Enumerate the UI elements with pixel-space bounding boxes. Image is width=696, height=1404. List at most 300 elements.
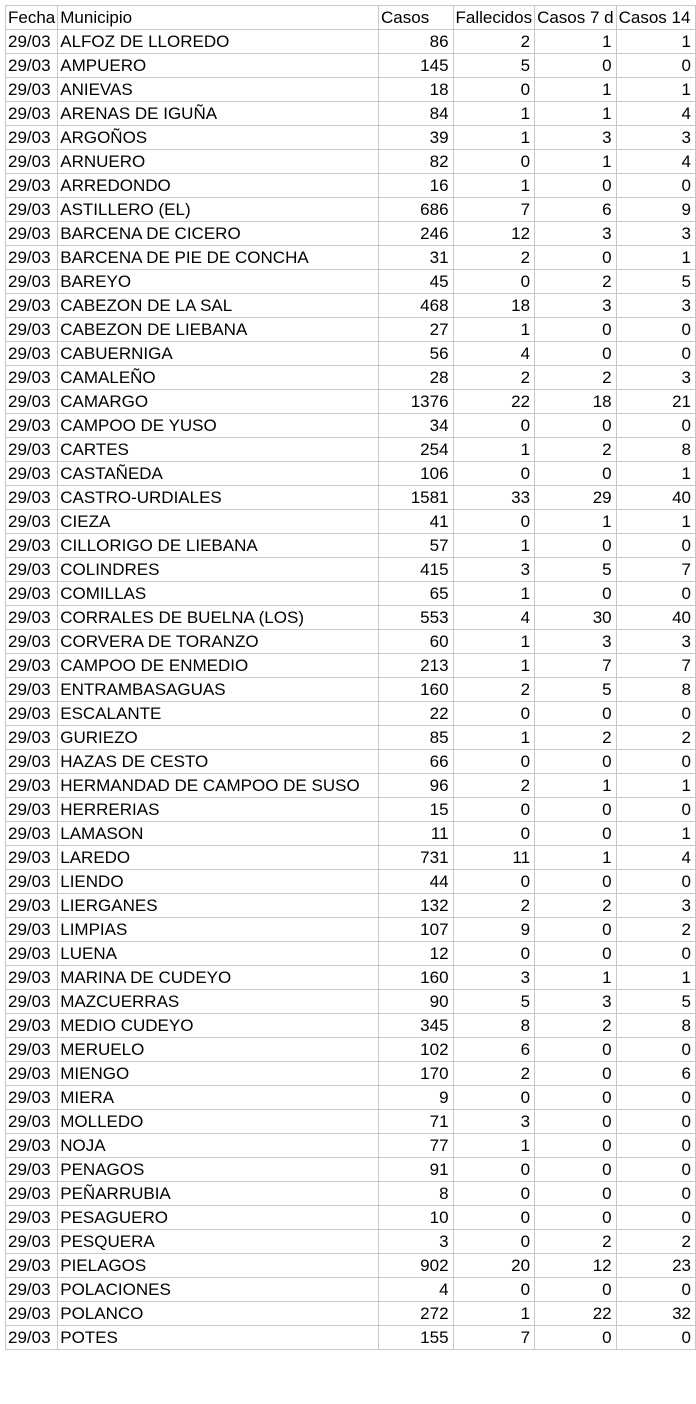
cell-fallecidos[interactable]: 3 [453,966,535,990]
cell-casos-7d[interactable]: 2 [535,726,617,750]
cell-municipio[interactable]: BARCENA DE CICERO [58,222,379,246]
cell-fallecidos[interactable]: 5 [453,990,535,1014]
cell-casos-7d[interactable]: 0 [535,822,617,846]
cell-municipio[interactable]: CILLORIGO DE LIEBANA [58,534,379,558]
cell-casos[interactable]: 1376 [379,390,454,414]
cell-casos-7d[interactable]: 0 [535,1278,617,1302]
cell-casos-14d[interactable]: 1 [616,510,695,534]
cell-municipio[interactable]: MARINA DE CUDEYO [58,966,379,990]
cell-casos-14d[interactable]: 0 [616,1182,695,1206]
cell-municipio[interactable]: COMILLAS [58,582,379,606]
cell-municipio[interactable]: ESCALANTE [58,702,379,726]
header-municipio[interactable]: Municipio [58,6,379,30]
cell-casos-7d[interactable]: 3 [535,294,617,318]
cell-casos[interactable]: 3 [379,1230,454,1254]
cell-fecha[interactable]: 29/03 [6,894,58,918]
cell-fecha[interactable]: 29/03 [6,774,58,798]
cell-casos-14d[interactable]: 5 [616,990,695,1014]
cell-municipio[interactable]: HERMANDAD DE CAMPOO DE SUSO [58,774,379,798]
cell-casos[interactable]: 731 [379,846,454,870]
cell-casos[interactable]: 145 [379,54,454,78]
cell-municipio[interactable]: BARCENA DE PIE DE CONCHA [58,246,379,270]
cell-fallecidos[interactable]: 0 [453,870,535,894]
cell-casos-14d[interactable]: 0 [616,702,695,726]
cell-fecha[interactable]: 29/03 [6,438,58,462]
cell-fecha[interactable]: 29/03 [6,1254,58,1278]
cell-casos[interactable]: 66 [379,750,454,774]
cell-municipio[interactable]: ARREDONDO [58,174,379,198]
cell-fecha[interactable]: 29/03 [6,942,58,966]
cell-fallecidos[interactable]: 7 [453,1326,535,1350]
cell-casos-14d[interactable]: 23 [616,1254,695,1278]
cell-casos[interactable]: 246 [379,222,454,246]
header-casos-7d[interactable]: Casos 7 d [535,6,617,30]
cell-municipio[interactable]: CABEZON DE LA SAL [58,294,379,318]
cell-fallecidos[interactable]: 3 [453,558,535,582]
cell-fallecidos[interactable]: 4 [453,342,535,366]
cell-municipio[interactable]: COLINDRES [58,558,379,582]
cell-casos[interactable]: 71 [379,1110,454,1134]
cell-casos-14d[interactable]: 0 [616,1206,695,1230]
cell-casos-14d[interactable]: 9 [616,198,695,222]
cell-fecha[interactable]: 29/03 [6,654,58,678]
cell-casos[interactable]: 170 [379,1062,454,1086]
cell-casos-14d[interactable]: 0 [616,1134,695,1158]
cell-municipio[interactable]: CASTAÑEDA [58,462,379,486]
cell-fallecidos[interactable]: 1 [453,318,535,342]
cell-fallecidos[interactable]: 0 [453,1206,535,1230]
header-casos[interactable]: Casos [379,6,454,30]
cell-casos-14d[interactable]: 0 [616,942,695,966]
cell-casos-7d[interactable]: 0 [535,1182,617,1206]
cell-fecha[interactable]: 29/03 [6,966,58,990]
cell-fecha[interactable]: 29/03 [6,390,58,414]
cell-casos-14d[interactable]: 1 [616,246,695,270]
cell-casos-7d[interactable]: 1 [535,966,617,990]
cell-casos-7d[interactable]: 0 [535,462,617,486]
cell-fallecidos[interactable]: 2 [453,894,535,918]
header-fecha[interactable]: Fecha [6,6,58,30]
cell-fallecidos[interactable]: 33 [453,486,535,510]
cell-casos[interactable]: 60 [379,630,454,654]
cell-casos-14d[interactable]: 4 [616,150,695,174]
cell-casos-7d[interactable]: 0 [535,1110,617,1134]
cell-casos-7d[interactable]: 0 [535,1038,617,1062]
cell-casos-7d[interactable]: 29 [535,486,617,510]
cell-fallecidos[interactable]: 1 [453,1134,535,1158]
cell-casos-14d[interactable]: 0 [616,534,695,558]
cell-municipio[interactable]: CORRALES DE BUELNA (LOS) [58,606,379,630]
cell-fallecidos[interactable]: 1 [453,102,535,126]
cell-fallecidos[interactable]: 0 [453,270,535,294]
cell-fallecidos[interactable]: 0 [453,798,535,822]
cell-casos-7d[interactable]: 1 [535,510,617,534]
cell-casos[interactable]: 82 [379,150,454,174]
cell-fallecidos[interactable]: 7 [453,198,535,222]
cell-casos-7d[interactable]: 22 [535,1302,617,1326]
cell-casos-14d[interactable]: 8 [616,678,695,702]
cell-casos[interactable]: 155 [379,1326,454,1350]
cell-casos-14d[interactable]: 3 [616,126,695,150]
cell-casos-7d[interactable]: 0 [535,342,617,366]
cell-casos-14d[interactable]: 0 [616,798,695,822]
cell-municipio[interactable]: ALFOZ DE LLOREDO [58,30,379,54]
cell-casos[interactable]: 468 [379,294,454,318]
cell-casos[interactable]: 16 [379,174,454,198]
cell-casos[interactable]: 1581 [379,486,454,510]
cell-municipio[interactable]: ENTRAMBASAGUAS [58,678,379,702]
cell-casos-7d[interactable]: 3 [535,630,617,654]
cell-casos-14d[interactable]: 7 [616,654,695,678]
cell-casos-7d[interactable]: 0 [535,1326,617,1350]
cell-casos[interactable]: 31 [379,246,454,270]
cell-casos-14d[interactable]: 0 [616,54,695,78]
cell-municipio[interactable]: CASTRO-URDIALES [58,486,379,510]
cell-casos-7d[interactable]: 1 [535,846,617,870]
cell-casos-7d[interactable]: 3 [535,990,617,1014]
cell-casos-14d[interactable]: 1 [616,966,695,990]
cell-casos-14d[interactable]: 8 [616,438,695,462]
cell-fallecidos[interactable]: 2 [453,1062,535,1086]
cell-municipio[interactable]: MAZCUERRAS [58,990,379,1014]
cell-fecha[interactable]: 29/03 [6,678,58,702]
cell-casos[interactable]: 18 [379,78,454,102]
cell-municipio[interactable]: MERUELO [58,1038,379,1062]
cell-fallecidos[interactable]: 1 [453,654,535,678]
cell-fecha[interactable]: 29/03 [6,510,58,534]
cell-casos-7d[interactable]: 0 [535,1062,617,1086]
cell-casos-14d[interactable]: 4 [616,846,695,870]
cell-fecha[interactable]: 29/03 [6,1278,58,1302]
cell-casos-14d[interactable]: 4 [616,102,695,126]
cell-fallecidos[interactable]: 2 [453,246,535,270]
cell-casos-7d[interactable]: 0 [535,702,617,726]
cell-municipio[interactable]: PESAGUERO [58,1206,379,1230]
cell-casos[interactable]: 553 [379,606,454,630]
cell-fallecidos[interactable]: 22 [453,390,535,414]
cell-casos-7d[interactable]: 0 [535,246,617,270]
cell-fallecidos[interactable]: 0 [453,1086,535,1110]
cell-fecha[interactable]: 29/03 [6,750,58,774]
cell-fecha[interactable]: 29/03 [6,1134,58,1158]
cell-casos[interactable]: 902 [379,1254,454,1278]
cell-fecha[interactable]: 29/03 [6,486,58,510]
cell-fallecidos[interactable]: 2 [453,678,535,702]
cell-casos-14d[interactable]: 1 [616,30,695,54]
cell-casos-14d[interactable]: 8 [616,1014,695,1038]
cell-fecha[interactable]: 29/03 [6,30,58,54]
cell-fecha[interactable]: 29/03 [6,246,58,270]
cell-fecha[interactable]: 29/03 [6,534,58,558]
cell-fecha[interactable]: 29/03 [6,414,58,438]
cell-casos-7d[interactable]: 0 [535,750,617,774]
cell-casos[interactable]: 8 [379,1182,454,1206]
cell-casos-7d[interactable]: 6 [535,198,617,222]
cell-fecha[interactable]: 29/03 [6,558,58,582]
cell-casos-7d[interactable]: 0 [535,1086,617,1110]
cell-casos[interactable]: 272 [379,1302,454,1326]
cell-fecha[interactable]: 29/03 [6,990,58,1014]
cell-fecha[interactable]: 29/03 [6,270,58,294]
cell-casos[interactable]: 65 [379,582,454,606]
cell-fecha[interactable]: 29/03 [6,1302,58,1326]
cell-casos-7d[interactable]: 5 [535,678,617,702]
cell-fecha[interactable]: 29/03 [6,702,58,726]
cell-municipio[interactable]: CAMPOO DE YUSO [58,414,379,438]
cell-fecha[interactable]: 29/03 [6,174,58,198]
cell-casos-7d[interactable]: 1 [535,102,617,126]
cell-fecha[interactable]: 29/03 [6,1230,58,1254]
header-casos-14d[interactable]: Casos 14 [616,6,695,30]
cell-municipio[interactable]: ARNUERO [58,150,379,174]
cell-casos-7d[interactable]: 2 [535,270,617,294]
cell-casos[interactable]: 96 [379,774,454,798]
cell-casos-14d[interactable]: 0 [616,1086,695,1110]
cell-municipio[interactable]: PEÑARRUBIA [58,1182,379,1206]
cell-casos[interactable]: 4 [379,1278,454,1302]
cell-fecha[interactable]: 29/03 [6,462,58,486]
cell-municipio[interactable]: BAREYO [58,270,379,294]
cell-fecha[interactable]: 29/03 [6,630,58,654]
cell-casos-14d[interactable]: 2 [616,1230,695,1254]
cell-municipio[interactable]: HERRERIAS [58,798,379,822]
cell-casos-7d[interactable]: 18 [535,390,617,414]
cell-casos[interactable]: 39 [379,126,454,150]
cell-casos[interactable]: 56 [379,342,454,366]
cell-municipio[interactable]: NOJA [58,1134,379,1158]
cell-fecha[interactable]: 29/03 [6,198,58,222]
cell-casos-7d[interactable]: 0 [535,318,617,342]
cell-casos[interactable]: 415 [379,558,454,582]
cell-casos-7d[interactable]: 0 [535,1134,617,1158]
cell-fecha[interactable]: 29/03 [6,870,58,894]
cell-municipio[interactable]: ANIEVAS [58,78,379,102]
cell-fallecidos[interactable]: 0 [453,750,535,774]
cell-fecha[interactable]: 29/03 [6,222,58,246]
cell-fallecidos[interactable]: 1 [453,726,535,750]
cell-fallecidos[interactable]: 0 [453,78,535,102]
cell-casos[interactable]: 44 [379,870,454,894]
cell-casos[interactable]: 160 [379,966,454,990]
cell-casos-7d[interactable]: 5 [535,558,617,582]
cell-casos-7d[interactable]: 2 [535,438,617,462]
cell-fallecidos[interactable]: 8 [453,1014,535,1038]
cell-municipio[interactable]: LIENDO [58,870,379,894]
cell-casos[interactable]: 77 [379,1134,454,1158]
cell-municipio[interactable]: PESQUERA [58,1230,379,1254]
cell-casos-7d[interactable]: 1 [535,150,617,174]
cell-casos-14d[interactable]: 2 [616,726,695,750]
cell-municipio[interactable]: CAMPOO DE ENMEDIO [58,654,379,678]
cell-fecha[interactable]: 29/03 [6,798,58,822]
cell-fallecidos[interactable]: 1 [453,1302,535,1326]
cell-casos-14d[interactable]: 40 [616,486,695,510]
cell-casos-14d[interactable]: 40 [616,606,695,630]
cell-casos[interactable]: 27 [379,318,454,342]
cell-casos-7d[interactable]: 0 [535,534,617,558]
cell-municipio[interactable]: CARTES [58,438,379,462]
cell-fallecidos[interactable]: 4 [453,606,535,630]
cell-fallecidos[interactable]: 2 [453,774,535,798]
cell-municipio[interactable]: LIERGANES [58,894,379,918]
cell-fallecidos[interactable]: 0 [453,702,535,726]
cell-casos[interactable]: 85 [379,726,454,750]
cell-fecha[interactable]: 29/03 [6,726,58,750]
cell-casos[interactable]: 45 [379,270,454,294]
cell-municipio[interactable]: CAMARGO [58,390,379,414]
cell-fallecidos[interactable]: 1 [453,126,535,150]
cell-casos-14d[interactable]: 5 [616,270,695,294]
cell-fallecidos[interactable]: 0 [453,510,535,534]
cell-casos-14d[interactable]: 0 [616,1278,695,1302]
cell-casos[interactable]: 254 [379,438,454,462]
cell-casos-7d[interactable]: 12 [535,1254,617,1278]
cell-fallecidos[interactable]: 11 [453,846,535,870]
cell-casos-7d[interactable]: 1 [535,774,617,798]
cell-casos-14d[interactable]: 0 [616,1110,695,1134]
cell-casos-7d[interactable]: 2 [535,366,617,390]
cell-casos-7d[interactable]: 7 [535,654,617,678]
cell-casos[interactable]: 10 [379,1206,454,1230]
cell-municipio[interactable]: POLACIONES [58,1278,379,1302]
cell-casos[interactable]: 9 [379,1086,454,1110]
cell-fecha[interactable]: 29/03 [6,1326,58,1350]
cell-fecha[interactable]: 29/03 [6,1110,58,1134]
cell-municipio[interactable]: LAMASON [58,822,379,846]
cell-municipio[interactable]: CABEZON DE LIEBANA [58,318,379,342]
cell-casos[interactable]: 28 [379,366,454,390]
cell-casos[interactable]: 11 [379,822,454,846]
cell-casos[interactable]: 84 [379,102,454,126]
cell-casos[interactable]: 90 [379,990,454,1014]
cell-municipio[interactable]: ASTILLERO (EL) [58,198,379,222]
cell-fallecidos[interactable]: 1 [453,582,535,606]
cell-fecha[interactable]: 29/03 [6,582,58,606]
cell-casos-14d[interactable]: 0 [616,750,695,774]
cell-casos-14d[interactable]: 0 [616,174,695,198]
cell-municipio[interactable]: POTES [58,1326,379,1350]
cell-casos-7d[interactable]: 3 [535,126,617,150]
cell-casos-7d[interactable]: 0 [535,942,617,966]
cell-municipio[interactable]: ARGOÑOS [58,126,379,150]
cell-casos[interactable]: 86 [379,30,454,54]
cell-fecha[interactable]: 29/03 [6,54,58,78]
cell-casos-14d[interactable]: 32 [616,1302,695,1326]
cell-fecha[interactable]: 29/03 [6,822,58,846]
cell-fecha[interactable]: 29/03 [6,342,58,366]
cell-municipio[interactable]: ARENAS DE IGUÑA [58,102,379,126]
cell-casos-14d[interactable]: 0 [616,1158,695,1182]
cell-casos-7d[interactable]: 30 [535,606,617,630]
cell-casos-14d[interactable]: 0 [616,870,695,894]
cell-casos-7d[interactable]: 0 [535,798,617,822]
cell-fallecidos[interactable]: 5 [453,54,535,78]
cell-casos-14d[interactable]: 1 [616,78,695,102]
cell-casos-14d[interactable]: 1 [616,822,695,846]
cell-fallecidos[interactable]: 6 [453,1038,535,1062]
cell-casos[interactable]: 686 [379,198,454,222]
cell-municipio[interactable]: HAZAS DE CESTO [58,750,379,774]
cell-fallecidos[interactable]: 1 [453,438,535,462]
cell-casos-7d[interactable]: 0 [535,870,617,894]
cell-casos-7d[interactable]: 0 [535,1158,617,1182]
cell-fallecidos[interactable]: 2 [453,366,535,390]
cell-municipio[interactable]: GURIEZO [58,726,379,750]
cell-casos-14d[interactable]: 0 [616,342,695,366]
cell-casos[interactable]: 213 [379,654,454,678]
cell-municipio[interactable]: CABUERNIGA [58,342,379,366]
cell-municipio[interactable]: MIENGO [58,1062,379,1086]
cell-municipio[interactable]: PIELAGOS [58,1254,379,1278]
cell-casos-14d[interactable]: 0 [616,1326,695,1350]
cell-casos-7d[interactable]: 2 [535,894,617,918]
cell-fallecidos[interactable]: 3 [453,1110,535,1134]
cell-fecha[interactable]: 29/03 [6,606,58,630]
cell-casos-7d[interactable]: 0 [535,174,617,198]
cell-fallecidos[interactable]: 18 [453,294,535,318]
cell-fecha[interactable]: 29/03 [6,1158,58,1182]
cell-casos-7d[interactable]: 3 [535,222,617,246]
header-fallecidos[interactable]: Fallecidos [453,6,535,30]
cell-casos[interactable]: 102 [379,1038,454,1062]
cell-fallecidos[interactable]: 0 [453,462,535,486]
cell-fecha[interactable]: 29/03 [6,1206,58,1230]
cell-municipio[interactable]: CORVERA DE TORANZO [58,630,379,654]
cell-casos-7d[interactable]: 0 [535,54,617,78]
cell-casos-14d[interactable]: 0 [616,414,695,438]
cell-casos-14d[interactable]: 6 [616,1062,695,1086]
cell-casos[interactable]: 41 [379,510,454,534]
cell-casos[interactable]: 107 [379,918,454,942]
cell-municipio[interactable]: MOLLEDO [58,1110,379,1134]
cell-casos[interactable]: 15 [379,798,454,822]
cell-fallecidos[interactable]: 0 [453,1278,535,1302]
cell-fallecidos[interactable]: 12 [453,222,535,246]
cell-fecha[interactable]: 29/03 [6,318,58,342]
cell-fallecidos[interactable]: 0 [453,1230,535,1254]
cell-municipio[interactable]: CAMALEÑO [58,366,379,390]
cell-fecha[interactable]: 29/03 [6,1182,58,1206]
cell-fallecidos[interactable]: 1 [453,630,535,654]
cell-casos-7d[interactable]: 0 [535,414,617,438]
cell-casos-7d[interactable]: 0 [535,918,617,942]
cell-fecha[interactable]: 29/03 [6,366,58,390]
cell-fecha[interactable]: 29/03 [6,126,58,150]
cell-casos-14d[interactable]: 0 [616,1038,695,1062]
cell-casos[interactable]: 22 [379,702,454,726]
cell-casos-7d[interactable]: 0 [535,582,617,606]
cell-fecha[interactable]: 29/03 [6,918,58,942]
cell-casos-14d[interactable]: 3 [616,366,695,390]
cell-fecha[interactable]: 29/03 [6,1014,58,1038]
cell-fallecidos[interactable]: 0 [453,1182,535,1206]
cell-casos-14d[interactable]: 3 [616,294,695,318]
cell-fecha[interactable]: 29/03 [6,1038,58,1062]
cell-casos-14d[interactable]: 2 [616,918,695,942]
cell-casos-14d[interactable]: 1 [616,462,695,486]
cell-casos-7d[interactable]: 1 [535,30,617,54]
cell-fecha[interactable]: 29/03 [6,150,58,174]
cell-casos-14d[interactable]: 1 [616,774,695,798]
cell-municipio[interactable]: PENAGOS [58,1158,379,1182]
cell-fallecidos[interactable]: 1 [453,174,535,198]
cell-municipio[interactable]: MIERA [58,1086,379,1110]
cell-fallecidos[interactable]: 1 [453,534,535,558]
cell-fecha[interactable]: 29/03 [6,1062,58,1086]
cell-municipio[interactable]: CIEZA [58,510,379,534]
cell-fecha[interactable]: 29/03 [6,78,58,102]
cell-municipio[interactable]: LAREDO [58,846,379,870]
